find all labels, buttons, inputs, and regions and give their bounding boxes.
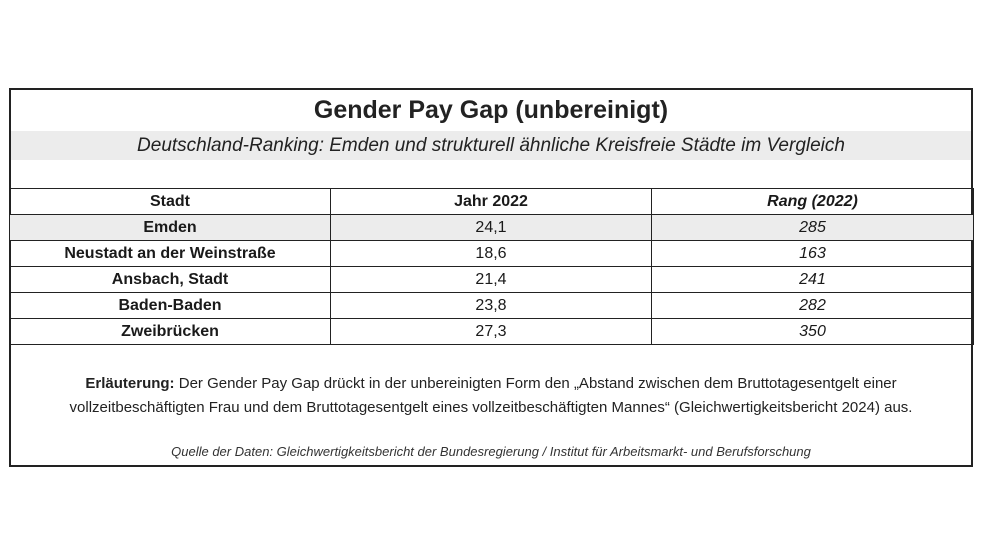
page-subtitle: Deutschland-Ranking: Emden und strukturell ähnliche Kreisfreie Städte im Vergleich xyxy=(11,131,971,160)
rank-cell: 350 xyxy=(652,319,974,345)
year-value-cell: 24,1 xyxy=(331,215,652,241)
table-row xyxy=(10,319,974,345)
table-row xyxy=(10,241,974,267)
column-header-year: Jahr 2022 xyxy=(331,189,652,215)
year-value-cell: 21,4 xyxy=(331,267,652,293)
rank-cell: 285 xyxy=(652,215,974,241)
city-cell: Zweibrücken xyxy=(10,319,331,345)
city-cell: Baden-Baden xyxy=(10,293,331,319)
data-source: Quelle der Daten: Gleichwertigkeitsbericht der Bundesregierung / Institut für Arbeitsmarkt- und Berufsforschung xyxy=(171,444,811,459)
year-value-cell: 23,8 xyxy=(331,293,652,319)
explanation-text-line2: vollzeitbeschäftigten Frau und dem Bruttotagesentgelt eines vollzeitbeschäftigten Mannes“ (Gleichwertigkeitsbericht 2024) aus. xyxy=(69,399,913,416)
rank-cell: 163 xyxy=(652,241,974,267)
table-header-row xyxy=(10,189,974,215)
rank-cell: 241 xyxy=(652,267,974,293)
year-value-cell: 27,3 xyxy=(331,319,652,345)
column-header-rank: Rang (2022) xyxy=(652,189,974,215)
city-cell: Emden xyxy=(10,215,331,241)
ranking-table xyxy=(9,188,974,345)
explanation-note xyxy=(11,372,971,420)
year-value-cell: 18,6 xyxy=(331,241,652,267)
table-row xyxy=(10,293,974,319)
table-row xyxy=(10,215,974,241)
rank-cell: 282 xyxy=(652,293,974,319)
city-cell: Ansbach, Stadt xyxy=(10,267,331,293)
report-frame xyxy=(9,88,973,467)
table-row xyxy=(10,267,974,293)
city-cell: Neustadt an der Weinstraße xyxy=(10,241,331,267)
explanation-label: Erläuterung: xyxy=(85,375,175,392)
explanation-text-line1: Der Gender Pay Gap drückt in der unbereinigten Form den „Abstand zwischen dem Bruttotagesentgelt einer xyxy=(174,375,897,392)
page-title: Gender Pay Gap (unbereinigt) xyxy=(313,96,669,124)
column-header-city: Stadt xyxy=(10,189,331,215)
